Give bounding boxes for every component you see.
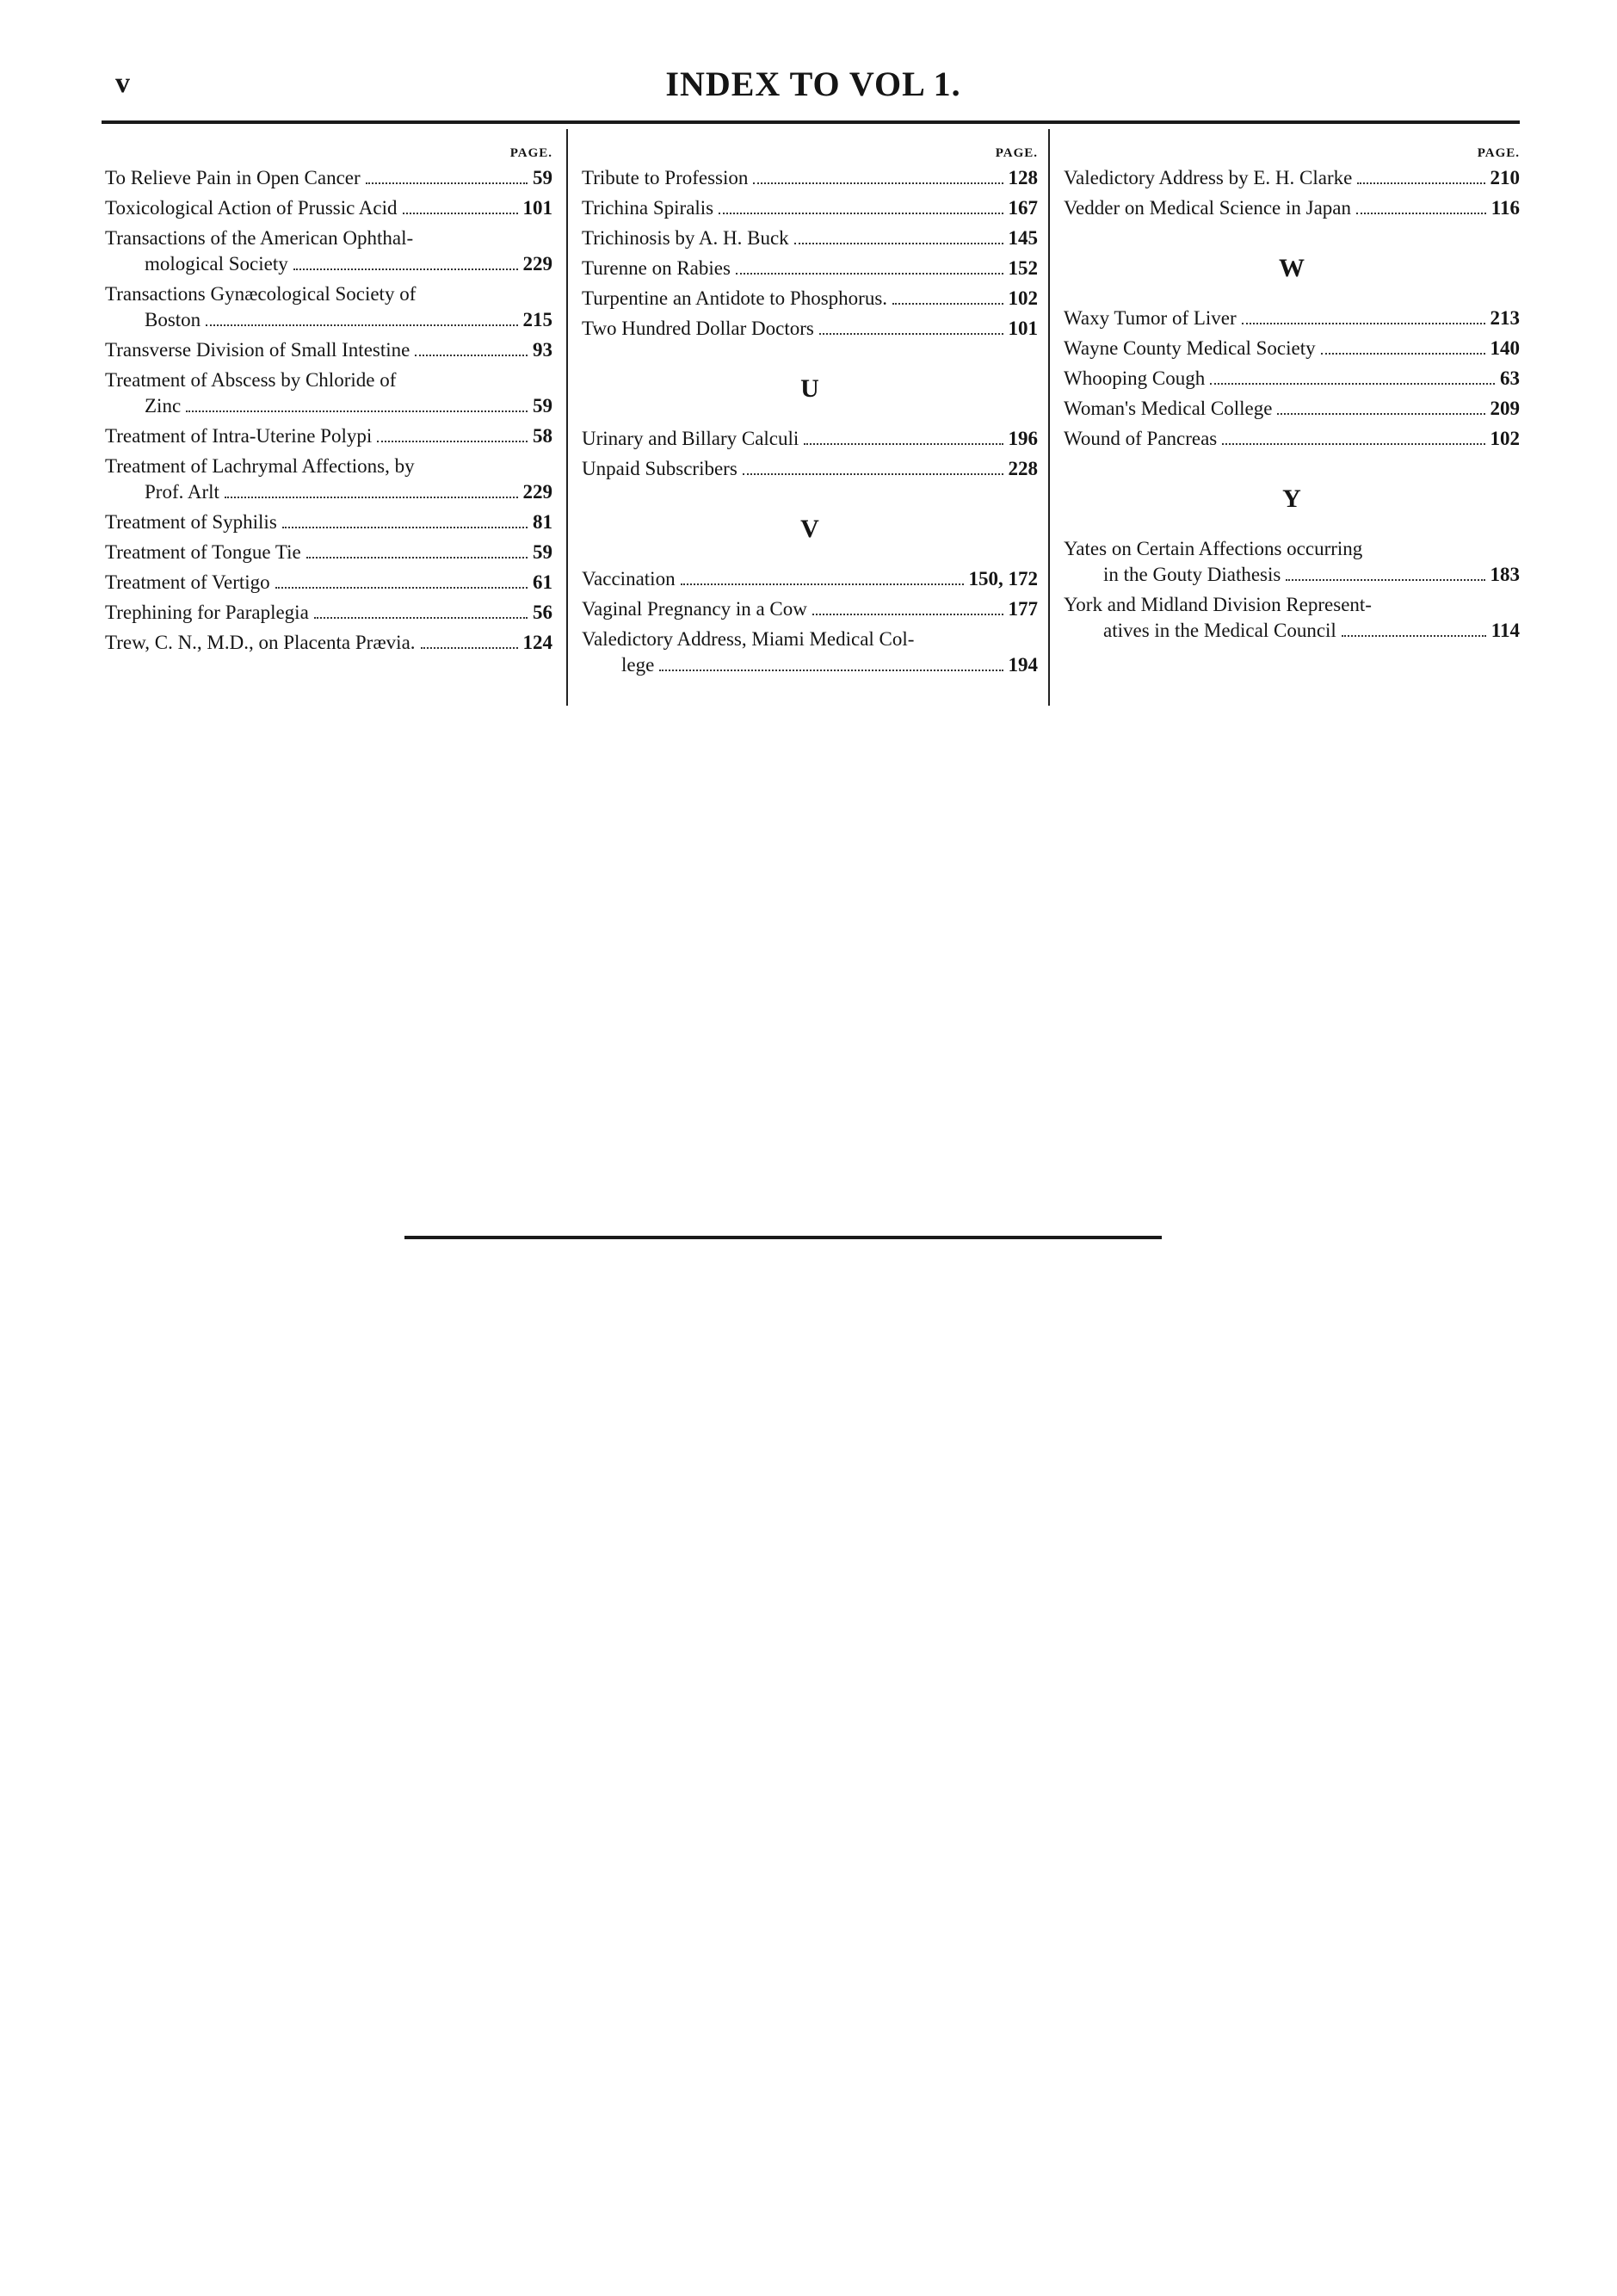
dot-leader [366, 182, 528, 184]
entry-line [1064, 195, 1520, 221]
entry-page-number: 128 [1008, 167, 1038, 188]
entry-title-continuation: mological Society [145, 253, 288, 275]
entry-page-number: 59 [533, 167, 552, 188]
index-entry [1064, 336, 1520, 361]
entry-continuation-line [105, 479, 552, 505]
index-entry [1064, 195, 1520, 221]
page-column-label: PAGE. [509, 146, 552, 160]
entry-page-number: 140 [1490, 337, 1520, 359]
entry-page-number: 213 [1490, 307, 1520, 329]
index-entry [582, 286, 1038, 312]
entry-line [1064, 165, 1520, 191]
entry-page-number: 145 [1008, 227, 1038, 249]
entry-title: Transverse Division of Small Intestine [105, 339, 410, 361]
entry-page-number: 58 [533, 425, 552, 447]
dot-leader [1321, 353, 1485, 355]
entry-page-number: 102 [1008, 287, 1038, 309]
dot-leader [681, 583, 964, 585]
dot-leader [314, 617, 528, 619]
index-entry [582, 566, 1038, 592]
entry-title: Trichina Spiralis [582, 197, 714, 219]
dot-leader [206, 324, 517, 326]
entry-page-number: 59 [533, 541, 552, 563]
index-entry [105, 367, 552, 419]
entry-title: Vaginal Pregnancy in a Cow [582, 598, 807, 620]
entry-continuation-line [1064, 618, 1520, 644]
entry-page-number: 116 [1490, 197, 1520, 219]
entry-title: Transactions of the American Ophthal- [105, 227, 414, 249]
entry-page-number: 114 [1490, 620, 1520, 641]
entry-title: York and Midland Division Represent- [1064, 594, 1372, 615]
entry-page-number: 101 [522, 197, 552, 219]
page-column-label: PAGE. [1477, 146, 1520, 160]
entry-title: Turenne on Rabies [582, 257, 731, 279]
section-letter-heading: U [800, 374, 819, 403]
entry-page-number: 81 [533, 511, 552, 533]
entry-page-number: 194 [1008, 654, 1038, 676]
entry-line [582, 316, 1038, 342]
page-column-label: PAGE. [995, 146, 1038, 160]
entry-line [582, 286, 1038, 312]
entry-title: Vaccination [582, 568, 676, 589]
entry-title: Turpentine an Antidote to Phosphorus. [582, 287, 888, 309]
entry-line [105, 600, 552, 626]
entry-line [582, 596, 1038, 622]
index-column-2 [582, 145, 1038, 682]
index-entry [582, 626, 1038, 678]
entry-page-number: 124 [522, 632, 552, 653]
entry-line [1064, 366, 1520, 392]
index-entry [1064, 306, 1520, 331]
dot-leader [415, 355, 528, 356]
entry-title: Wound of Pancreas [1064, 428, 1218, 449]
dot-leader [186, 410, 528, 412]
entry-title: Treatment of Tongue Tie [105, 541, 301, 563]
index-entry [582, 456, 1038, 482]
index-column-1 [105, 145, 552, 660]
index-entry [105, 540, 552, 565]
section-letter-heading: V [800, 515, 819, 543]
index-entry [582, 256, 1038, 281]
entry-page-number: 209 [1490, 398, 1520, 419]
entry-title: Treatment of Syphilis [105, 511, 277, 533]
dot-leader [403, 213, 518, 214]
entry-line [582, 426, 1038, 452]
entry-title: Woman's Medical College [1064, 398, 1273, 419]
header-rule [102, 120, 1520, 124]
dot-leader [377, 441, 528, 442]
entry-page-number: 229 [522, 253, 552, 275]
dot-leader [659, 670, 1003, 671]
entry-line [582, 256, 1038, 281]
dot-leader [282, 527, 528, 528]
column-divider [566, 129, 568, 706]
entry-page-number: 167 [1008, 197, 1038, 219]
entry-title: Toxicological Action of Prussic Acid [105, 197, 398, 219]
dot-leader [1210, 383, 1495, 385]
entry-page-number: 101 [1008, 318, 1038, 339]
index-entry [1064, 426, 1520, 452]
entry-title: Waxy Tumor of Liver [1064, 307, 1237, 329]
entry-line [582, 165, 1038, 191]
entry-title: Unpaid Subscribers [582, 458, 738, 479]
entry-continuation-line [105, 307, 552, 333]
dot-leader [892, 303, 1003, 305]
entry-title: Treatment of Vertigo [105, 571, 270, 593]
dot-leader [812, 614, 1003, 615]
entry-continuation-line [105, 393, 552, 419]
entry-title: Vedder on Medical Science in Japan [1064, 197, 1352, 219]
dot-leader [736, 273, 1003, 275]
entry-line [105, 540, 552, 565]
entry-page-number: 228 [1008, 458, 1038, 479]
index-entry [105, 281, 552, 333]
entry-line [1064, 336, 1520, 361]
section-letter-heading: W [1279, 254, 1305, 282]
entry-title-continuation: in the Gouty Diathesis [1103, 564, 1281, 585]
entry-title-continuation: lege [621, 654, 655, 676]
index-entry [105, 165, 552, 191]
dot-leader [1357, 182, 1484, 184]
section-letter-heading: Y [1282, 485, 1301, 513]
entry-title: Treatment of Abscess by Chloride of [105, 369, 397, 391]
index-entry [105, 195, 552, 221]
dot-leader [225, 497, 518, 498]
index-entry [105, 630, 552, 656]
index-entry [582, 165, 1038, 191]
dot-leader [421, 647, 518, 649]
entry-page-number: 152 [1008, 257, 1038, 279]
index-entry [105, 509, 552, 535]
dot-leader [819, 333, 1003, 335]
entry-line [105, 165, 552, 191]
entry-title: Tribute to Profession [582, 167, 749, 188]
entry-line [1064, 426, 1520, 452]
dot-leader [293, 268, 518, 270]
entry-title: Valedictory Address by E. H. Clarke [1064, 167, 1353, 188]
entry-page-number: 61 [533, 571, 552, 593]
entry-title: Valedictory Address, Miami Medical Col- [582, 628, 915, 650]
entry-line [105, 570, 552, 596]
entry-title: Trichinosis by A. H. Buck [582, 227, 789, 249]
entry-page-number: 102 [1490, 428, 1520, 449]
entry-line [105, 423, 552, 449]
entry-page-number: 59 [533, 395, 552, 417]
entry-title-continuation: atives in the Medical Council [1103, 620, 1336, 641]
index-entry [105, 570, 552, 596]
index-entry [1064, 592, 1520, 644]
entry-title: Trew, C. N., M.D., on Placenta Prævia. [105, 632, 416, 653]
entry-continuation-line [582, 652, 1038, 678]
page-number: v [115, 67, 130, 99]
entry-title: Urinary and Billary Calculi [582, 428, 799, 449]
entry-title: To Relieve Pain in Open Cancer [105, 167, 361, 188]
entry-title: Treatment of Intra-Uterine Polypi [105, 425, 373, 447]
entry-title: Treatment of Lachrymal Affections, by [105, 455, 415, 477]
index-entry [1064, 396, 1520, 422]
page-header [112, 64, 1515, 115]
entry-line [105, 337, 552, 363]
dot-leader [1222, 443, 1484, 445]
dot-leader [743, 473, 1003, 475]
index-entry [105, 454, 552, 505]
dot-leader [1277, 413, 1484, 415]
index-entry [582, 426, 1038, 452]
dot-leader [719, 213, 1003, 214]
entry-page-number: 56 [533, 602, 552, 623]
index-entry [105, 337, 552, 363]
entry-line [105, 509, 552, 535]
entry-line [582, 566, 1038, 592]
footer-rule [404, 1236, 1162, 1239]
index-entry [105, 225, 552, 277]
entry-title-continuation: Prof. Arlt [145, 481, 219, 503]
entry-page-number: 229 [522, 481, 552, 503]
entry-line [105, 630, 552, 656]
dot-leader [1356, 213, 1486, 214]
index-entry [582, 225, 1038, 251]
index-entry [1064, 536, 1520, 588]
entry-title: Wayne County Medical Society [1064, 337, 1316, 359]
index-entry [105, 600, 552, 626]
dot-leader [804, 443, 1003, 445]
entry-line [1064, 306, 1520, 331]
dot-leader [1342, 635, 1486, 637]
entry-line [582, 456, 1038, 482]
entry-page-number: 150, 172 [968, 568, 1038, 589]
dot-leader [753, 182, 1003, 184]
entry-title: Transactions Gynæcological Society of [105, 283, 417, 305]
index-entry [1064, 165, 1520, 191]
dot-leader [275, 587, 528, 589]
entry-line [582, 225, 1038, 251]
entry-page-number: 196 [1008, 428, 1038, 449]
entry-page-number: 63 [1500, 367, 1520, 389]
entry-page-number: 177 [1008, 598, 1038, 620]
page-title: INDEX TO VOL 1. [665, 65, 961, 103]
entry-continuation-line [1064, 562, 1520, 588]
dot-leader [794, 243, 1003, 244]
entry-line [582, 195, 1038, 221]
index-entry [582, 195, 1038, 221]
dot-leader [1286, 579, 1484, 581]
dot-leader [306, 557, 528, 559]
entry-title-continuation: Boston [145, 309, 201, 330]
entry-line [105, 195, 552, 221]
entry-title: Yates on Certain Affections occurring [1064, 538, 1363, 559]
entry-page-number: 183 [1490, 564, 1520, 585]
entry-line [1064, 396, 1520, 422]
entry-page-number: 93 [533, 339, 552, 361]
column-divider [1048, 129, 1050, 706]
index-entry [105, 423, 552, 449]
index-entry [582, 316, 1038, 342]
entry-title: Trephining for Paraplegia [105, 602, 309, 623]
dot-leader [1242, 323, 1485, 324]
index-entry [1064, 366, 1520, 392]
entry-page-number: 210 [1490, 167, 1520, 188]
index-column-3 [1064, 145, 1520, 648]
entry-title: Two Hundred Dollar Doctors [582, 318, 814, 339]
entry-continuation-line [105, 251, 552, 277]
entry-title-continuation: Zinc [145, 395, 182, 417]
index-entry [582, 596, 1038, 622]
entry-page-number: 215 [522, 309, 552, 330]
entry-title: Whooping Cough [1064, 367, 1206, 389]
